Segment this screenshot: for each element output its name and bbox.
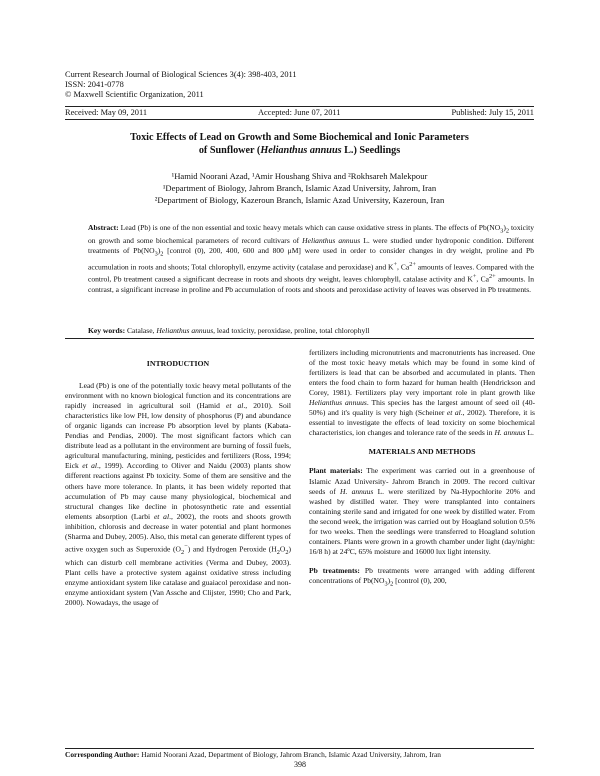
authors: ¹Hamid Noorani Azad, ¹Amir Houshang Shiva and ²Rokhsareh Malekpour [171, 171, 428, 181]
plant-materials-paragraph: Plant materials: The experiment was carried out in a greenhouse of Islamic Azad University- Jahrom Branch in 2009. The record cultivar seeds of H. annuus L. were sterilized by Na-Hypochlorite 20% and washed by distilled water. They were transplanted into containers containing sterile sand and irrigated for one week by distilled water. From the second week, the irrigation was carried out by Hoagland solution 0.5% for two weeks. Then the seedlings were transferred to Hoagland solution containers. Plants were grown in a growth chamber under light (day/night: 16/8 h) at 24ºC, 65% moisture and 16000 lux light intensity. [309, 466, 535, 556]
dates-rule [65, 119, 534, 120]
right-column [309, 348, 535, 589]
title-line-1: Toxic Effects of Lead on Growth and Some Biochemical and Ionic Parameters [130, 132, 469, 143]
dates-row [65, 108, 534, 118]
left-column [65, 348, 291, 608]
journal-citation: Current Research Journal of Biological Sciences 3(4): 398-403, 2011 [65, 70, 297, 79]
corresponding-author: Corresponding Author: Hamid Noorani Azad, Department of Biology, Jahrom Branch, Islamic Azad University, Jahrom, Iran [65, 750, 441, 759]
issn: ISSN: 2041-0778 [65, 80, 124, 89]
methods-heading: MATERIALS AND METHODS [368, 447, 476, 457]
keywords-label: Key words: [88, 326, 126, 335]
introduction-continued: fertilizers including micronutrients and macronutrients has increased. One of the most toxic heavy metals which may be found in some kind of fertilizers is lead that can be absorbed and accumulated in plants. Then enters the food chain to form hazard for human health (Hendrickson and Corey, 1981). Fertilizers play very important role in plant growth like Helianthus annuus. This species has the largest amount of seed oil (40-50%) and it's quality is very high (Scheiner et al., 2002). Therefore, it is essential to investigate the effects of lead toxicity on some biochemical characteristics, ion changes and tolerance rate of the seeds in H. annuus L. [309, 348, 536, 438]
header-rule [65, 106, 534, 107]
copyright: © Maxwell Scientific Organization, 2011 [65, 90, 204, 99]
affiliation-2: ²Department of Biology, Kazeroun Branch, Islamic Azad University, Kazeroun, Iran [154, 195, 445, 205]
pb-treatments-paragraph: Pb treatments: Pb treatments were arranged with adding different concentrations of $Pb(NO_3)_2$ [control (0), 200, [309, 565, 535, 588]
received-date: Received: May 09, 2011 [65, 108, 148, 117]
page-number: 398 [294, 760, 306, 769]
introduction-paragraph: Lead (Pb) is one of the potentially toxic heavy metal pollutants of the environment with no known biological function and its concentrations are rapidly increased in agricultural soil (Hamid et al., 2010). Soil characteristics like low PH, low density of phosphorus (P) and abundance of organic ligands can increase Pb absorption level by plants (Kabata-Pendias and Pendias, 2000). The most significant factors which can distribute lead as a pollutant in the environment are burning of fossil fuels, agricultural manufacturing, mining, pesticides and fertilizers (Ross, 1994; Eick et al., 1999). According to Oliver and Naidu (2003) plants show different reactions against Pb toxicity. Some of them are sensitive and the others have more tolerance. In plants, it has been widely reported that accumulation of Pb may cause many physiological, biochemical and structural changes like decline in photosynthetic rate and essential elements absorption (Larbi et al., 2002), the roots and shoots growth inhibition, chlorosis and decrease in water potential and plant hormones (Sharma and Dubey, 2005). Also, this metal can generate different types of active oxygen such as Superoxide $(O_2^-)$ and Hydrogen Peroxide $(H_2O_2)$ which can disturb cell membrane activities (Verma and Dubey, 2003). Plant cells have a protective system against oxidative stress including enzyme antioxidant system like catalase and guaiacol peroxidase and non-enzyme antioxidant system (Van Assche and Clijster, 1990; Cho and Park, 2000). Nowadays, the usage of [65, 381, 291, 608]
title-line-2: of Sunflower (Helianthus annuus L.) Seedlings [198, 145, 401, 156]
abstract-label: Abstract: [88, 223, 119, 232]
accepted-date: Accepted: June 07, 2011 [258, 108, 341, 117]
introduction-heading: INTRODUCTION [146, 359, 210, 368]
keywords: Key words: Catalase, Helianthus annuus, lead toxicity, peroxidase, proline, total chlorophyll [88, 326, 370, 335]
paper-title [65, 131, 534, 157]
footer-rule [65, 748, 534, 749]
affiliation-1: ¹Department of Biology, Jahrom Branch, Islamic Azad University, Jahrom, Iran [162, 183, 437, 193]
published-date: Published: July 15, 2011 [451, 108, 534, 117]
abstract: Abstract: Lead (Pb) is one of the non essential and toxic heavy metals which can cause oxidative stress in plants. The effects of $Pb(NO_3)_2$ toxicity on growth and some biochemical parameters of record cultivars of Helianthus annuus L. were studied under hydroponic condition. Different treatments of $Pb(NO_3)_2$ [control (0), 200, 400, 600 and 800 μM] were used in order to consider changes in dry weight, proline and Pb accumulation in roots and shoots; Total chlorophyll, enzyme activity (catalase and peroxidase) and K+, $Ca^{2+}$ amounts of leaves. Compared with the control, Pb treatment caused a significant decrease in roots and shoots dry weight, leaves chlorophyll, catalase activity and K+, $Ca^{2+}$ amounts. In contrast, a significant increase in proline and Pb accumulation of roots and shoots and peroxidase activity of leaves was observed in Pb treatments. [88, 223, 535, 294]
keywords-rule [65, 338, 534, 339]
